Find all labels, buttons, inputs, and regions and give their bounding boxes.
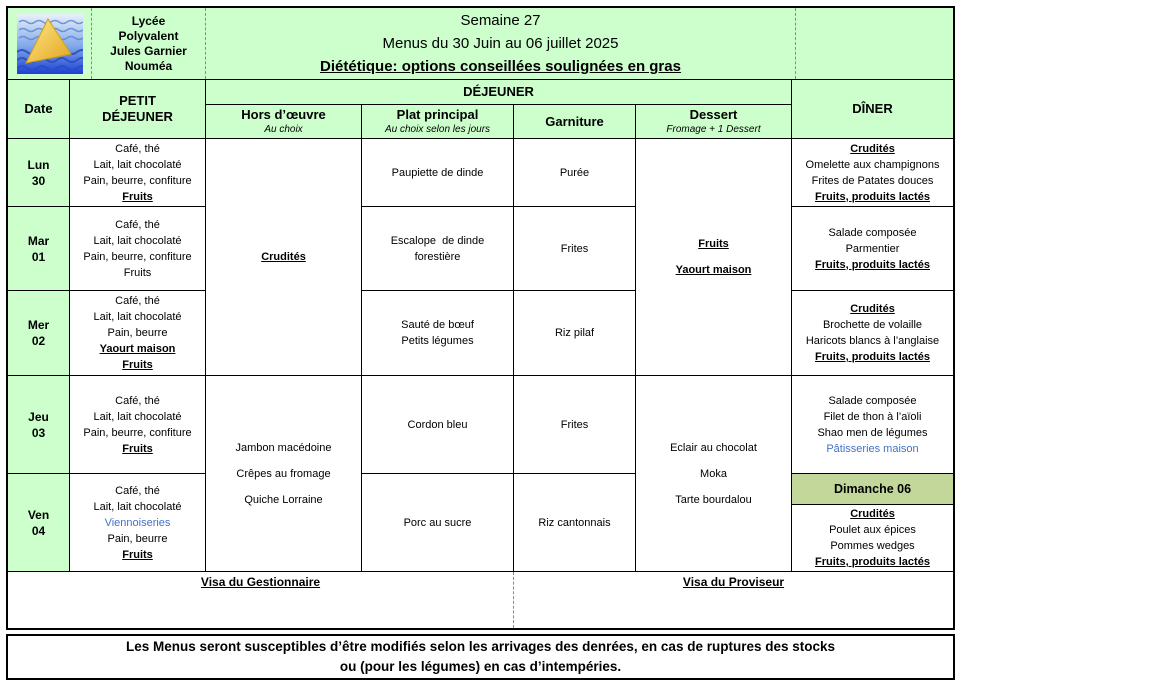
plat-principal-jeu-03: Cordon bleu xyxy=(362,376,514,474)
date-cell-mar-01: Mar 01 xyxy=(8,207,70,291)
note-box xyxy=(6,634,955,680)
date-cell-lun-30: Lun 30 xyxy=(8,139,70,207)
plat-principal-ven-04: Porc au sucre xyxy=(362,474,514,572)
date-cell-jeu-03: Jeu 03 xyxy=(8,376,70,474)
column-header-dessert: Dessert Fromage + 1 Dessert xyxy=(636,105,792,139)
breakfast-lun-30: Café, thé Lait, lait chocolaté Pain, beurre, confiture Fruits xyxy=(70,139,206,207)
hors-doeuvre-lun-mer: Crudités xyxy=(206,139,362,376)
school-name: Lycée Polyvalent Jules Garnier Nouméa xyxy=(92,8,206,79)
diner-mar-01: Salade composée Parmentier Fruits, produits lactés xyxy=(792,207,953,291)
visa-gestionnaire: Visa du Gestionnaire xyxy=(8,572,514,628)
week-title: Semaine 27 xyxy=(460,12,541,29)
garniture-jeu-03: Frites xyxy=(514,376,636,474)
hors-doeuvre-subtitle: Au choix xyxy=(264,124,303,135)
breakfast-ven-04: Café, thé Lait, lait chocolaté Viennoiseries Pain, beurre Fruits xyxy=(70,474,206,572)
plat-principal-mar-01: Escalope de dinde forestière xyxy=(362,207,514,291)
column-header-garniture: Garniture xyxy=(514,105,636,139)
school-logo xyxy=(8,8,92,79)
sailboat-logo-icon xyxy=(17,14,83,74)
menu-table xyxy=(6,6,955,630)
sunday-header: Dimanche 06 xyxy=(792,474,953,505)
column-header-petit-dejeuner: PETIT DÉJEUNER xyxy=(70,80,206,139)
garniture-mar-01: Frites xyxy=(514,207,636,291)
plat-principal-subtitle: Au choix selon les jours xyxy=(384,124,491,135)
plat-principal-mer-02: Sauté de bœuf Petits légumes xyxy=(362,291,514,376)
breakfast-jeu-03: Café, thé Lait, lait chocolaté Pain, beurre, confiture Fruits xyxy=(70,376,206,474)
header-empty-cell xyxy=(796,8,953,79)
diet-note: Diététique: options conseillées soulignées en gras xyxy=(320,58,681,75)
column-header-dejeuner: DÉJEUNER xyxy=(206,80,792,105)
title-block xyxy=(206,8,796,79)
garniture-lun-30: Purée xyxy=(514,139,636,207)
dessert-jeu-ven: Eclair au chocolat Moka Tarte bourdalou xyxy=(636,376,792,572)
date-cell-mer-02: Mer 02 xyxy=(8,291,70,376)
column-header-date: Date xyxy=(8,80,70,139)
menu-date-range: Menus du 30 Juin au 06 juillet 2025 xyxy=(382,35,619,52)
hors-doeuvre-jeu-ven: Jambon macédoine Crêpes au fromage Quiche Lorraine xyxy=(206,376,362,572)
garniture-mer-02: Riz pilaf xyxy=(514,291,636,376)
note-line-1: Les Menus seront susceptibles d’être modifiés selon les arrivages des denrées, en cas de ruptures des stocks xyxy=(125,639,836,654)
diner-jeu-03: Salade composée Filet de thon à l’aïoli Shao men de légumes Pâtisseries maison xyxy=(792,376,953,474)
date-cell-ven-04: Ven 04 xyxy=(8,474,70,572)
column-header-diner: DÎNER xyxy=(792,80,953,139)
garniture-ven-04: Riz cantonnais xyxy=(514,474,636,572)
column-header-hors-doeuvre: Hors d’œuvre Au choix xyxy=(206,105,362,139)
dessert-subtitle: Fromage + 1 Dessert xyxy=(666,124,761,135)
diner-ven-cell xyxy=(792,474,953,572)
visa-proviseur: Visa du Proviseur xyxy=(682,575,785,589)
breakfast-mar-01: Café, thé Lait, lait chocolaté Pain, beurre, confiture Fruits xyxy=(70,207,206,291)
dessert-lun-mer: Fruits Yaourt maison xyxy=(636,139,792,376)
plat-principal-lun-30: Paupiette de dinde xyxy=(362,139,514,207)
column-header-plat-principal: Plat principal Au choix selon les jours xyxy=(362,105,514,139)
note-line-2: ou (pour les légumes) en cas d’intempéries. xyxy=(339,659,622,674)
diner-lun-30: Crudités Omelette aux champignons Frites de Patates douces Fruits, produits lactés xyxy=(792,139,953,207)
diner-mer-02: Crudités Brochette de volaille Haricots blancs à l’anglaise Fruits, produits lactés xyxy=(792,291,953,376)
diner-dimanche-06: Crudités Poulet aux épices Pommes wedges Fruits, produits lactés xyxy=(815,508,930,568)
breakfast-mer-02: Café, thé Lait, lait chocolaté Pain, beurre Yaourt maison Fruits xyxy=(70,291,206,376)
table-header xyxy=(8,8,953,80)
